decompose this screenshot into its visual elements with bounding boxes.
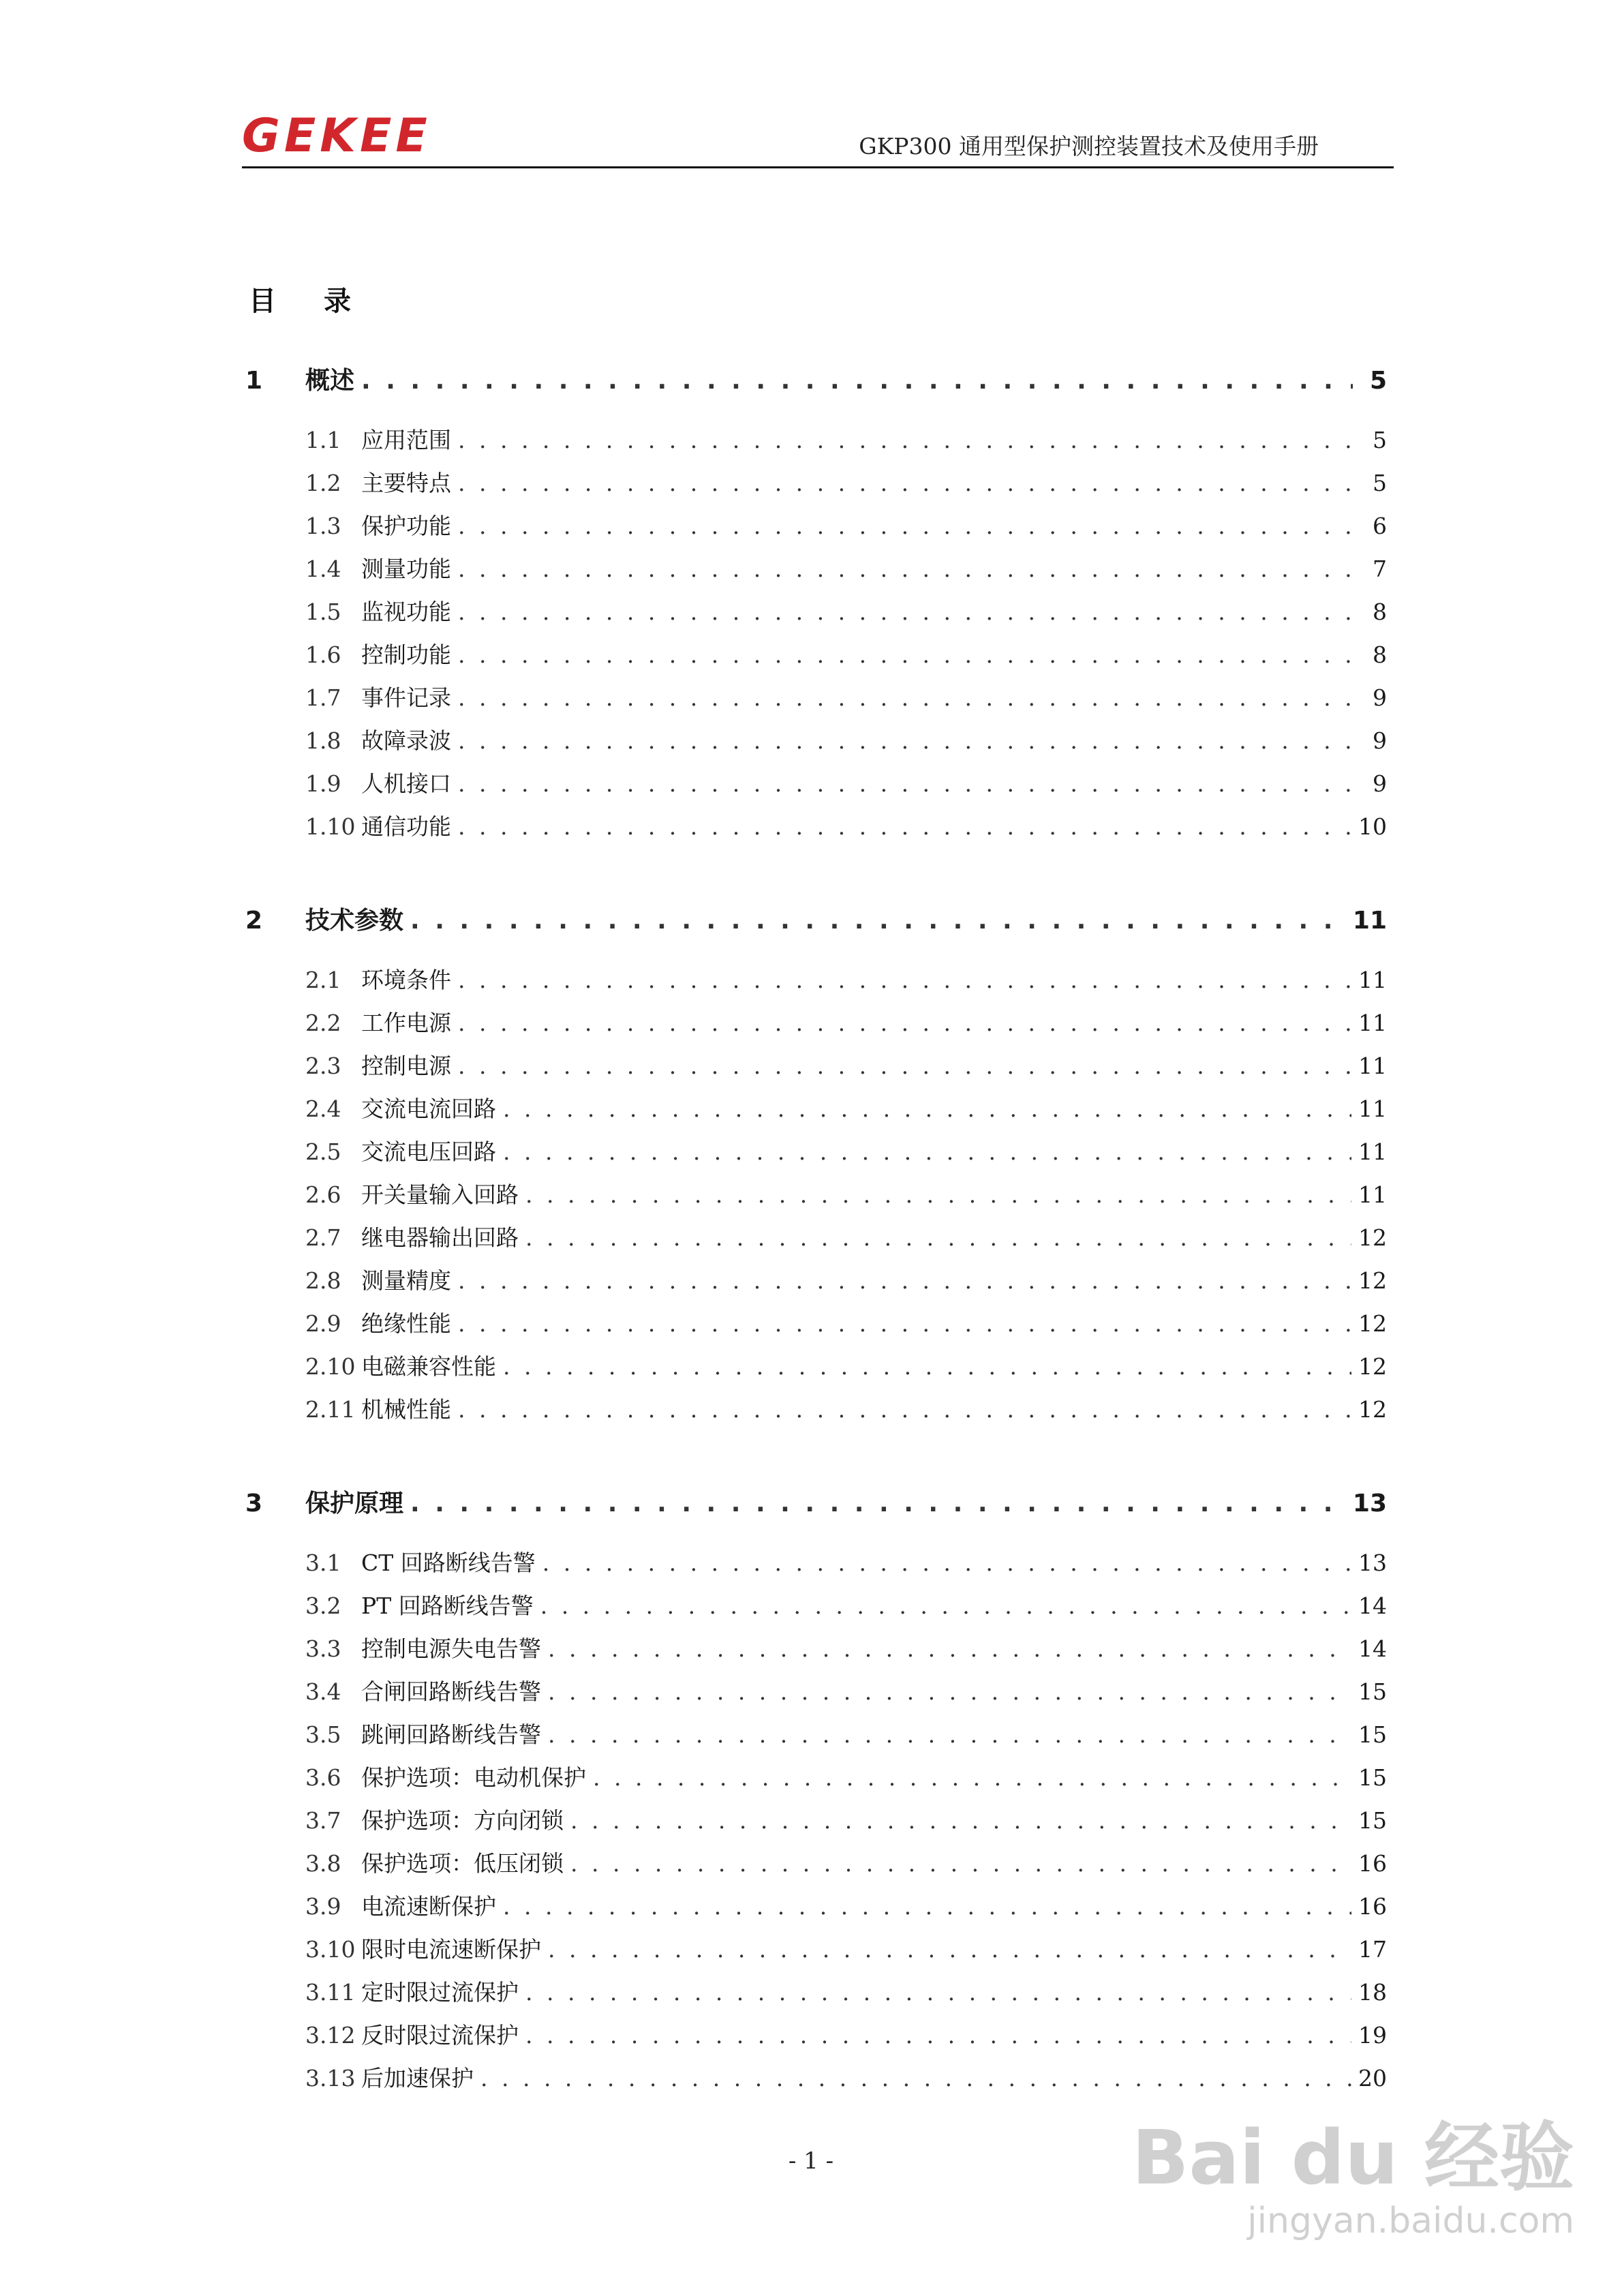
toc-entry-page: 20 bbox=[1358, 2065, 1387, 2091]
toc-section-entry[interactable] bbox=[245, 1889, 1387, 1932]
toc-entry-number: 1.3 bbox=[305, 513, 341, 539]
watermark-url: jingyan.baidu.com bbox=[1247, 2201, 1574, 2241]
toc-section-entry[interactable] bbox=[245, 1588, 1387, 1631]
toc-entry-title: 控制电源 bbox=[361, 1053, 451, 1079]
toc-entry-number: 1.6 bbox=[305, 641, 341, 668]
toc-section-entry[interactable] bbox=[245, 1846, 1387, 1889]
toc-section-entry[interactable] bbox=[245, 1263, 1387, 1306]
toc-entry-title: 交流电流回路 bbox=[361, 1096, 496, 1122]
toc-entry-title: 控制功能 bbox=[361, 641, 451, 668]
toc-entry-title: 保护原理 bbox=[305, 1490, 404, 1517]
toc-entry-page: 13 bbox=[1358, 1550, 1387, 1576]
toc-entry-title: 定时限过流保护 bbox=[361, 1979, 519, 2006]
toc-leader-dots bbox=[458, 1310, 1351, 1337]
document-title: GKP300 通用型保护测控装置技术及使用手册 bbox=[859, 133, 1319, 160]
toc-leader-dots bbox=[458, 770, 1353, 797]
toc-entry-page: 8 bbox=[1373, 599, 1387, 625]
toc-entry-page: 6 bbox=[1373, 513, 1387, 539]
toc-entry-title: 工作电源 bbox=[361, 1010, 451, 1036]
toc-leader-dots bbox=[480, 2065, 1351, 2091]
toc-section-entry[interactable] bbox=[245, 766, 1387, 809]
toc-entry-number: 1.1 bbox=[305, 427, 341, 453]
toc-entry-title: 通信功能 bbox=[361, 813, 451, 840]
toc-section-entry[interactable] bbox=[245, 423, 1387, 466]
toc-section-entry[interactable] bbox=[245, 1392, 1387, 1435]
toc-section-entry[interactable] bbox=[245, 552, 1387, 594]
toc-section-entry[interactable] bbox=[245, 1134, 1387, 1177]
toc-entry-page: 5 bbox=[1373, 470, 1387, 496]
toc-section-entry[interactable] bbox=[245, 1048, 1387, 1091]
toc-entry-title: 交流电压回路 bbox=[361, 1138, 496, 1165]
toc-leader-dots bbox=[458, 967, 1351, 993]
toc-entry-page: 11 bbox=[1358, 1010, 1387, 1036]
baidu-jingyan-watermark bbox=[1131, 2114, 1574, 2241]
toc-entry-title: 事件记录 bbox=[361, 684, 451, 711]
toc-section-entry[interactable] bbox=[245, 963, 1387, 1006]
toc-entry-page: 10 bbox=[1358, 813, 1387, 840]
toc-entry-title: 保护功能 bbox=[361, 513, 451, 539]
toc-section-entry[interactable] bbox=[245, 594, 1387, 637]
toc-entry-number: 3.11 bbox=[305, 1979, 356, 2006]
toc-section-entry[interactable] bbox=[245, 1349, 1387, 1392]
toc-entry-page: 17 bbox=[1358, 1936, 1387, 1963]
toc-entry-number: 1.10 bbox=[305, 813, 356, 840]
page-number: - 1 - bbox=[788, 2147, 834, 2175]
toc-entry-page: 12 bbox=[1358, 1310, 1387, 1337]
toc-leader-dots bbox=[458, 556, 1353, 582]
toc-leader-dots bbox=[458, 599, 1353, 625]
toc-entry-number: 3.4 bbox=[305, 1678, 341, 1705]
toc-entry-page: 15 bbox=[1358, 1678, 1387, 1705]
toc-entry-number: 3.10 bbox=[305, 1936, 356, 1963]
toc-entry-page: 15 bbox=[1358, 1807, 1387, 1834]
toc-entry-page: 12 bbox=[1358, 1396, 1387, 1423]
toc-leader-dots bbox=[458, 513, 1353, 539]
toc-chapter-entry[interactable] bbox=[245, 361, 1387, 394]
toc-leader-dots bbox=[458, 727, 1353, 754]
toc-leader-dots bbox=[548, 1635, 1351, 1662]
toc-entry-page: 12 bbox=[1358, 1267, 1387, 1294]
toc-entry-number: 1.9 bbox=[305, 770, 341, 797]
toc-leader-dots bbox=[540, 1592, 1351, 1619]
toc-section-entry[interactable] bbox=[245, 1760, 1387, 1803]
toc-leader-dots bbox=[458, 1396, 1351, 1423]
toc-leader-dots bbox=[458, 470, 1353, 496]
toc-entry-number: 2.2 bbox=[305, 1010, 341, 1036]
toc-leader-dots bbox=[458, 427, 1353, 453]
toc-leader-dots bbox=[525, 1979, 1351, 2006]
toc-leader-dots bbox=[593, 1764, 1351, 1791]
toc-section-entry[interactable] bbox=[245, 2061, 1387, 2104]
toc-section-entry[interactable] bbox=[245, 1932, 1387, 1975]
toc-entry-page: 12 bbox=[1358, 1353, 1387, 1380]
toc-leader-dots bbox=[458, 1053, 1351, 1079]
toc-entry-page: 11 bbox=[1358, 1096, 1387, 1122]
toc-leader-dots bbox=[458, 684, 1353, 711]
toc-section-entry[interactable] bbox=[245, 1545, 1387, 1588]
toc-leader-dots bbox=[548, 1936, 1351, 1963]
toc-heading: 目录 bbox=[249, 286, 399, 317]
toc-entry-title: 开关量输入回路 bbox=[361, 1181, 519, 1208]
toc-leader-dots bbox=[458, 1010, 1351, 1036]
toc-entry-number: 3 bbox=[245, 1490, 263, 1517]
toc-entry-page: 11 bbox=[1358, 1138, 1387, 1165]
toc-entry-number: 3.3 bbox=[305, 1635, 341, 1662]
toc-entry-title: 继电器输出回路 bbox=[361, 1224, 519, 1251]
toc-entry-page: 9 bbox=[1373, 770, 1387, 797]
toc-entry-number: 2 bbox=[245, 907, 263, 934]
toc-leader-dots bbox=[525, 1181, 1351, 1208]
toc-section-entry[interactable] bbox=[245, 809, 1387, 852]
toc-entry-title: 机械性能 bbox=[361, 1396, 451, 1423]
toc-entry-number: 2.1 bbox=[305, 967, 341, 993]
toc-section-entry[interactable] bbox=[245, 1220, 1387, 1263]
toc-entry-page: 11 bbox=[1358, 1053, 1387, 1079]
toc-entry-number: 2.3 bbox=[305, 1053, 341, 1079]
toc-entry-page: 11 bbox=[1352, 907, 1387, 934]
toc-entry-number: 2.4 bbox=[305, 1096, 341, 1122]
toc-leader-dots bbox=[548, 1721, 1351, 1748]
toc-entry-number: 1.4 bbox=[305, 556, 341, 582]
toc-entry-title: PT 回路断线告警 bbox=[361, 1592, 534, 1619]
toc-leader-dots bbox=[503, 1096, 1351, 1122]
toc-section-entry[interactable] bbox=[245, 1717, 1387, 1760]
toc-leader-dots bbox=[458, 813, 1351, 840]
toc-entry-number: 3.9 bbox=[305, 1893, 341, 1920]
toc-entry-page: 9 bbox=[1373, 727, 1387, 754]
toc-section-entry[interactable] bbox=[245, 1006, 1387, 1048]
toc-entry-number: 2.5 bbox=[305, 1138, 341, 1165]
toc-entry-title: 监视功能 bbox=[361, 599, 451, 625]
toc-entry-title: 电流速断保护 bbox=[361, 1893, 496, 1920]
toc-entry-title: 反时限过流保护 bbox=[361, 2022, 519, 2049]
toc-entry-title: 电磁兼容性能 bbox=[361, 1353, 496, 1380]
toc-entry-title: 合闸回路断线告警 bbox=[361, 1678, 541, 1705]
toc-entry-page: 14 bbox=[1358, 1592, 1387, 1619]
watermark-logo: Bai du 经验 bbox=[1131, 2114, 1574, 2201]
toc-entry-page: 5 bbox=[1369, 367, 1387, 394]
toc-chapter-entry[interactable] bbox=[245, 901, 1387, 934]
toc-entry-number: 1.2 bbox=[305, 470, 341, 496]
toc-leader-dots bbox=[548, 1678, 1351, 1705]
toc-entry-page: 14 bbox=[1358, 1635, 1387, 1662]
toc-entry-page: 11 bbox=[1358, 1181, 1387, 1208]
toc-section-entry[interactable] bbox=[245, 466, 1387, 509]
toc-entry-title: CT 回路断线告警 bbox=[361, 1550, 536, 1576]
toc-section-entry[interactable] bbox=[245, 723, 1387, 766]
toc-section-entry[interactable] bbox=[245, 680, 1387, 723]
toc-entry-number: 3.12 bbox=[305, 2022, 356, 2049]
toc-entry-number: 3.2 bbox=[305, 1592, 341, 1619]
toc-section-entry[interactable] bbox=[245, 1091, 1387, 1134]
toc-entry-number: 1.8 bbox=[305, 727, 341, 754]
toc-entry-page: 11 bbox=[1358, 967, 1387, 993]
toc-leader-dots bbox=[503, 1353, 1351, 1380]
toc-entry-title: 主要特点 bbox=[361, 470, 451, 496]
toc-entry-title: 保护选项：低压闭锁 bbox=[361, 1850, 564, 1877]
toc-entry-page: 7 bbox=[1373, 556, 1387, 582]
toc-entry-page: 19 bbox=[1358, 2022, 1387, 2049]
toc-leader-dots bbox=[525, 1224, 1351, 1251]
toc-leader-dots bbox=[570, 1850, 1351, 1877]
toc-entry-page: 15 bbox=[1358, 1764, 1387, 1791]
toc-section-entry[interactable] bbox=[245, 509, 1387, 552]
toc-entry-title: 故障录波 bbox=[361, 727, 451, 754]
toc-section-entry[interactable] bbox=[245, 1803, 1387, 1846]
toc-entry-page: 18 bbox=[1358, 1979, 1387, 2006]
toc-leader-dots bbox=[361, 367, 1353, 394]
toc-entry-number: 3.1 bbox=[305, 1550, 341, 1576]
toc-section-entry[interactable] bbox=[245, 1975, 1387, 2018]
toc-leader-dots bbox=[458, 641, 1353, 668]
toc-entry-number: 2.7 bbox=[305, 1224, 341, 1251]
toc-leader-dots bbox=[503, 1893, 1351, 1920]
toc-entry-title: 绝缘性能 bbox=[361, 1310, 451, 1337]
toc-leader-dots bbox=[542, 1550, 1351, 1576]
toc-leader-dots bbox=[458, 1267, 1351, 1294]
toc-entry-title: 人机接口 bbox=[361, 770, 451, 797]
toc-entry-page: 8 bbox=[1373, 641, 1387, 668]
toc-entry-number: 1 bbox=[245, 367, 263, 394]
toc-leader-dots bbox=[503, 1138, 1351, 1165]
toc-section-entry[interactable] bbox=[245, 1306, 1387, 1349]
toc-entry-number: 1.5 bbox=[305, 599, 341, 625]
toc-entry-page: 13 bbox=[1352, 1490, 1387, 1517]
toc-entry-number: 2.6 bbox=[305, 1181, 341, 1208]
toc-entry-page: 16 bbox=[1358, 1893, 1387, 1920]
toc-entry-number: 2.9 bbox=[305, 1310, 341, 1337]
toc-chapter-entry[interactable] bbox=[245, 1484, 1387, 1517]
toc-entry-page: 16 bbox=[1358, 1850, 1387, 1877]
toc-entry-title: 限时电流速断保护 bbox=[361, 1936, 541, 1963]
toc-entry-page: 5 bbox=[1373, 427, 1387, 453]
toc-entry-title: 测量精度 bbox=[361, 1267, 451, 1294]
toc-entry-title: 跳闸回路断线告警 bbox=[361, 1721, 541, 1748]
toc-entry-number: 1.7 bbox=[305, 684, 341, 711]
toc-entry-number: 2.8 bbox=[305, 1267, 341, 1294]
toc-section-entry[interactable] bbox=[245, 2018, 1387, 2061]
toc-leader-dots bbox=[570, 1807, 1351, 1834]
toc-section-entry[interactable] bbox=[245, 1674, 1387, 1717]
toc-entry-page: 15 bbox=[1358, 1721, 1387, 1748]
toc-entry-number: 3.8 bbox=[305, 1850, 341, 1877]
toc-entry-title: 环境条件 bbox=[361, 967, 451, 993]
toc-entry-number: 3.13 bbox=[305, 2065, 356, 2091]
toc-entry-title: 保护选项：方向闭锁 bbox=[361, 1807, 564, 1834]
toc-entry-number: 2.10 bbox=[305, 1353, 356, 1380]
table-of-contents bbox=[245, 354, 1387, 2104]
toc-entry-title: 控制电源失电告警 bbox=[361, 1635, 541, 1662]
toc-leader-dots bbox=[525, 2022, 1351, 2049]
toc-leader-dots bbox=[410, 1490, 1346, 1517]
toc-entry-number: 3.7 bbox=[305, 1807, 341, 1834]
page-header bbox=[242, 109, 1394, 168]
toc-entry-title: 应用范围 bbox=[361, 427, 451, 453]
toc-entry-title: 概述 bbox=[305, 367, 355, 394]
toc-entry-number: 3.5 bbox=[305, 1721, 341, 1748]
toc-entry-number: 2.11 bbox=[305, 1396, 356, 1423]
toc-leader-dots bbox=[410, 907, 1346, 934]
toc-entry-page: 9 bbox=[1373, 684, 1387, 711]
toc-entry-number: 3.6 bbox=[305, 1764, 341, 1791]
toc-section-entry[interactable] bbox=[245, 1631, 1387, 1674]
toc-entry-title: 技术参数 bbox=[305, 907, 404, 934]
toc-section-entry[interactable] bbox=[245, 1177, 1387, 1220]
toc-section-entry[interactable] bbox=[245, 637, 1387, 680]
toc-entry-page: 12 bbox=[1358, 1224, 1387, 1251]
toc-entry-title: 后加速保护 bbox=[361, 2065, 474, 2091]
toc-entry-title: 测量功能 bbox=[361, 556, 451, 582]
gekee-logo: GEKEE bbox=[242, 109, 431, 163]
toc-entry-title: 保护选项：电动机保护 bbox=[361, 1764, 586, 1791]
